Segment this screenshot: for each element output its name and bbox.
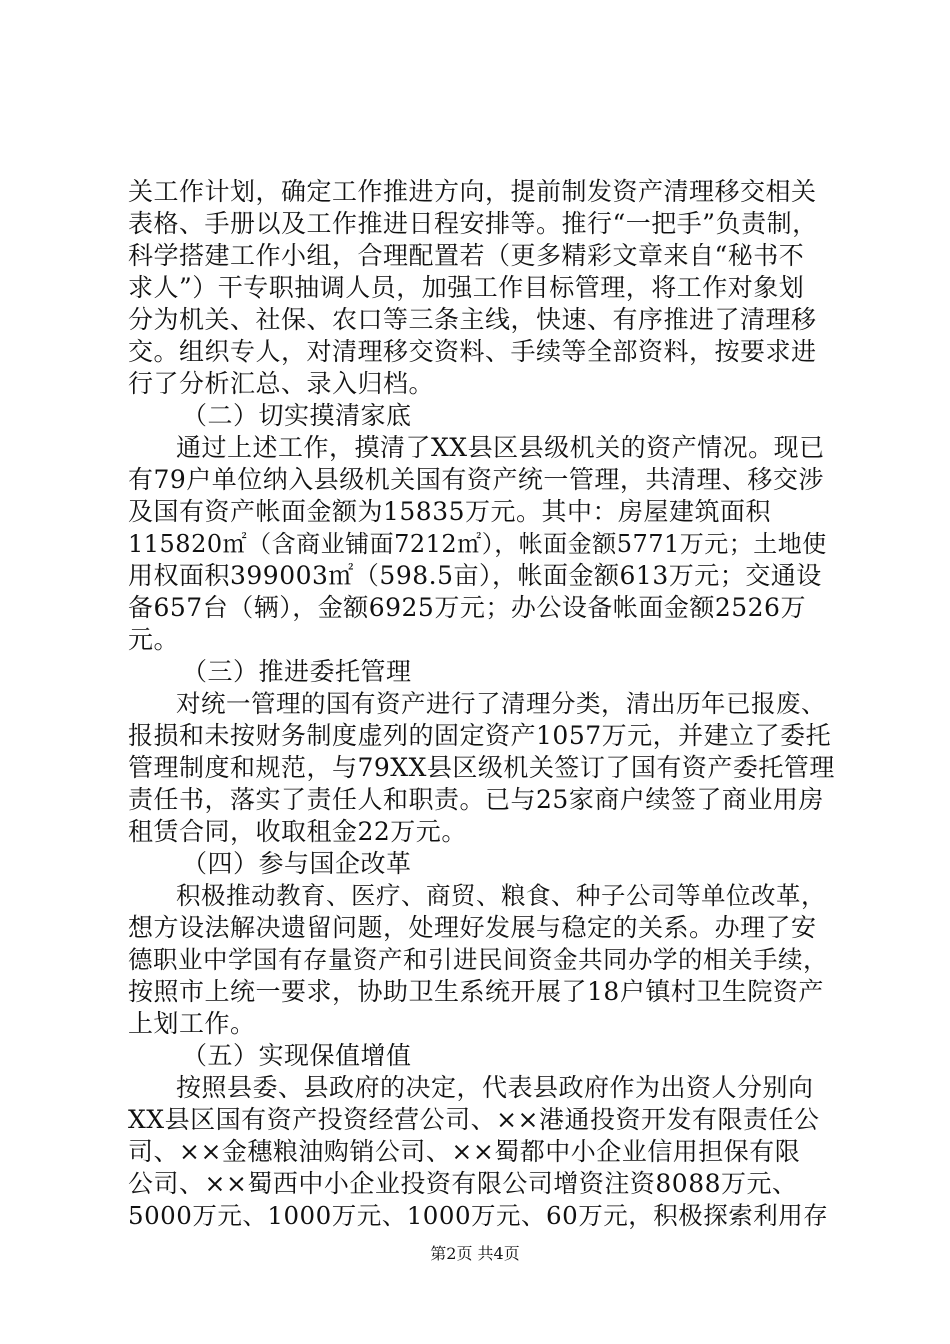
body-line-13: 备657台（辆），金额6925万元；办公设备帐面金额2526万 [128, 593, 806, 622]
body-line-21: 想方设法解决遗留问题，处理好发展与稳定的关系。办理了安 [128, 913, 817, 942]
section-heading-2: （二）切实摸清家底 [182, 401, 412, 430]
body-line-10: 及国有资产帐面金额为15835万元。其中：房屋建筑面积 [128, 497, 772, 526]
body-line-2: 表格、手册以及工作推进日程安排等。推行“一把手”负责制， [128, 209, 818, 238]
body-line-19: 租赁合同，收取租金22万元。 [128, 817, 467, 846]
section-heading-4: （四）参与国企改革 [182, 849, 412, 878]
section-heading-3: （三）推进委托管理 [182, 657, 412, 686]
body-line-8: 通过上述工作，摸清了XX县区县级机关的资产情况。现已 [176, 433, 825, 462]
body-line-25: 按照县委、县政府的决定，代表县政府作为出资人分别向 [176, 1073, 814, 1102]
body-line-5: 分为机关、社保、农口等三条主线，快速、有序推进了清理移 [128, 305, 817, 334]
page-footer: 第2页 共4页 [430, 1244, 520, 1263]
body-line-1: 关工作计划，确定工作推进方向，提前制发资产清理移交相关 [128, 177, 817, 206]
body-line-17: 管理制度和规范，与79XX县区级机关签订了国有资产委托管理 [128, 753, 835, 782]
body-line-4: 求人”）干专职抽调人员，加强工作目标管理，将工作对象划 [128, 273, 805, 302]
body-line-27: 司、××金穗粮油购销公司、××蜀都中小企业信用担保有限 [128, 1137, 801, 1166]
body-line-7: 行了分析汇总、录入归档。 [128, 369, 435, 398]
body-line-26: XX县区国有资产投资经营公司、××港通投资开发有限责任公 [128, 1105, 820, 1134]
body-line-14: 元。 [128, 625, 180, 654]
body-line-3: 科学搭建工作小组，合理配置若（更多精彩文章来自“秘书不 [128, 241, 805, 270]
body-line-18: 责任书，落实了责任人和职责。已与25家商户续签了商业用房 [128, 785, 824, 814]
body-line-15: 对统一管理的国有资产进行了清理分类，清出历年已报废、 [176, 689, 826, 718]
body-line-20: 积极推动教育、医疗、商贸、粮食、种子公司等单位改革， [176, 881, 826, 910]
body-line-9: 有79户单位纳入县级机关国有资产统一管理，共清理、移交涉 [128, 465, 824, 494]
section-heading-5: （五）实现保值增值 [182, 1041, 412, 1070]
body-line-28: 公司、××蜀西中小企业投资有限公司增资注资8088万元、 [128, 1169, 798, 1198]
body-line-6: 交。组织专人，对清理移交资料、手续等全部资料，按要求进 [128, 337, 817, 366]
body-line-16: 报损和未按财务制度虚列的固定资产1057万元，并建立了委托 [128, 721, 832, 750]
body-line-22: 德职业中学国有存量资产和引进民间资金共同办学的相关手续， [128, 945, 828, 974]
body-line-12: 用权面积399003㎡（598.5亩），帐面金额613万元；交通设 [128, 561, 822, 590]
body-line-23: 按照市上统一要求，协助卫生系统开展了18户镇村卫生院资产 [128, 977, 824, 1006]
body-line-11: 115820㎡（含商业铺面7212㎡），帐面金额5771万元；土地使 [128, 530, 827, 558]
body-line-24: 上划工作。 [128, 1009, 256, 1038]
body-line-29: 5000万元、1000万元、1000万元、60万元，积极探索利用存 [128, 1201, 829, 1230]
